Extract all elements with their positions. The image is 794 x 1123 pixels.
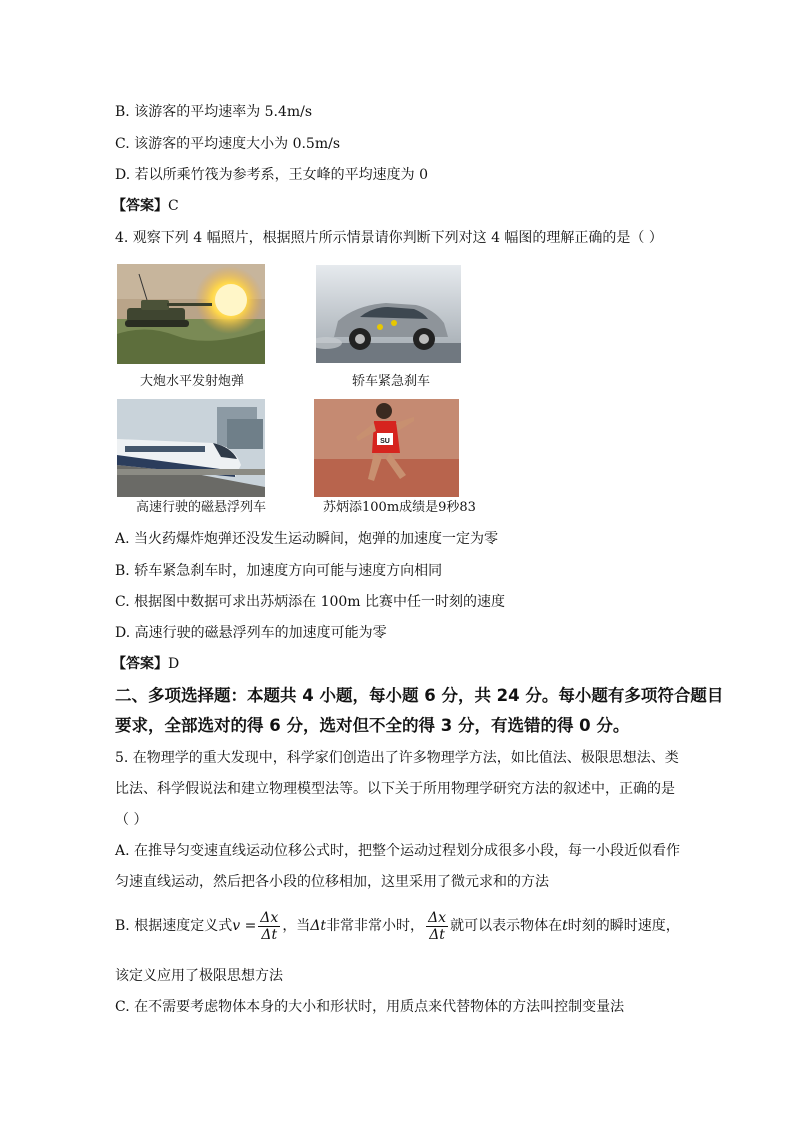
- delta-t-symbol: Δt: [310, 918, 327, 934]
- runner-bib-text: SU: [380, 438, 390, 445]
- answer-tag: 【答案】: [112, 656, 168, 672]
- option-b-text-5: 时刻的瞬时速度，: [567, 918, 680, 934]
- q4-stem: 4. 观察下列 4 幅照片，根据照片所示情景请你判断下列对这 4 幅图的理解正确的是（ ）: [115, 230, 663, 246]
- option-b-text-4: 就可以表示物体在: [450, 918, 563, 934]
- tank-firing-photo: [117, 264, 265, 364]
- option-b-text-2: ，当: [282, 918, 311, 934]
- option-b-text-3: 非常非常小时，: [326, 918, 425, 934]
- fraction-denominator: Δt: [429, 926, 445, 943]
- answer-value: C: [168, 198, 179, 214]
- q5-stem-line2: 比法、科学假说法和建立物理模型法等。以下关于所用物理学研究方法的叙述中，正确的是: [115, 781, 675, 797]
- q3-option-b: B. 该游客的平均速率为 5.4m/s: [115, 104, 313, 120]
- q4-option-d: D. 高速行驶的磁悬浮列车的加速度可能为零: [115, 625, 387, 641]
- q5-option-b-line2: 该定义应用了极限思想方法: [115, 968, 283, 984]
- q5-option-b-line1: [115, 908, 680, 944]
- q5-stem-line3: （ ）: [115, 812, 148, 828]
- car-braking-photo: [316, 265, 461, 363]
- delta-x-over-delta-t-fraction: [258, 910, 280, 943]
- section-heading-line1: 二、多项选择题：本题共 4 小题，每小题 6 分，共 24 分。每小题有多项符合题目: [115, 686, 724, 705]
- q4-option-c: C. 根据图中数据可求出苏炳添在 100m 比赛中任一时刻的速度: [115, 594, 506, 610]
- q4-option-a: A. 当火药爆炸炮弹还没发生运动瞬间，炮弹的加速度一定为零: [115, 531, 499, 547]
- q4-answer: [112, 654, 179, 674]
- delta-x-over-delta-t-fraction: [426, 910, 448, 943]
- q3-option-d: D. 若以所乘竹筏为参考系，王女峰的平均速度为 0: [115, 167, 428, 183]
- q3-answer: [112, 196, 179, 216]
- fraction-numerator: Δx: [260, 909, 279, 926]
- q5-stem-line1: 5. 在物理学的重大发现中，科学家们创造出了许多物理学方法，如比值法、极限思想法、类: [115, 750, 679, 766]
- caption-tank: 大炮水平发射炮弹: [140, 374, 245, 389]
- q3-option-c: C. 该游客的平均速度大小为 0.5m/s: [115, 136, 341, 152]
- sprinter-photo: [314, 399, 459, 497]
- caption-car: 轿车紧急刹车: [352, 374, 431, 389]
- q5-option-a-line2: 匀速直线运动，然后把各小段的位移相加，这里采用了微元求和的方法: [115, 874, 549, 890]
- q4-option-b: B. 轿车紧急刹车时，加速度方向可能与速度方向相同: [115, 563, 443, 579]
- maglev-train-photo: [117, 399, 265, 497]
- fraction-denominator: Δt: [261, 926, 278, 943]
- fraction-numerator: Δx: [428, 909, 447, 926]
- q5-option-c: C. 在不需要考虑物体本身的大小和形状时，用质点来代替物体的方法叫控制变量法: [115, 999, 625, 1015]
- answer-value: D: [168, 656, 180, 672]
- option-b-text-1: B. 根据速度定义式: [115, 918, 233, 934]
- caption-maglev: 高速行驶的磁悬浮列车: [136, 500, 267, 515]
- section-heading-line2: 要求，全部选对的得 6 分，选对但不全的得 3 分，有选错的得 0 分。: [115, 716, 630, 735]
- t-symbol: t: [562, 918, 568, 934]
- q5-option-a-line1: A. 在推导匀变速直线运动位移公式时，把整个运动过程划分成很多小段，每一小段近似看作: [115, 843, 681, 859]
- answer-tag: 【答案】: [112, 198, 168, 214]
- velocity-symbol: v =: [232, 918, 257, 934]
- caption-sprinter: 苏炳添100m成绩是9秒83: [323, 500, 476, 515]
